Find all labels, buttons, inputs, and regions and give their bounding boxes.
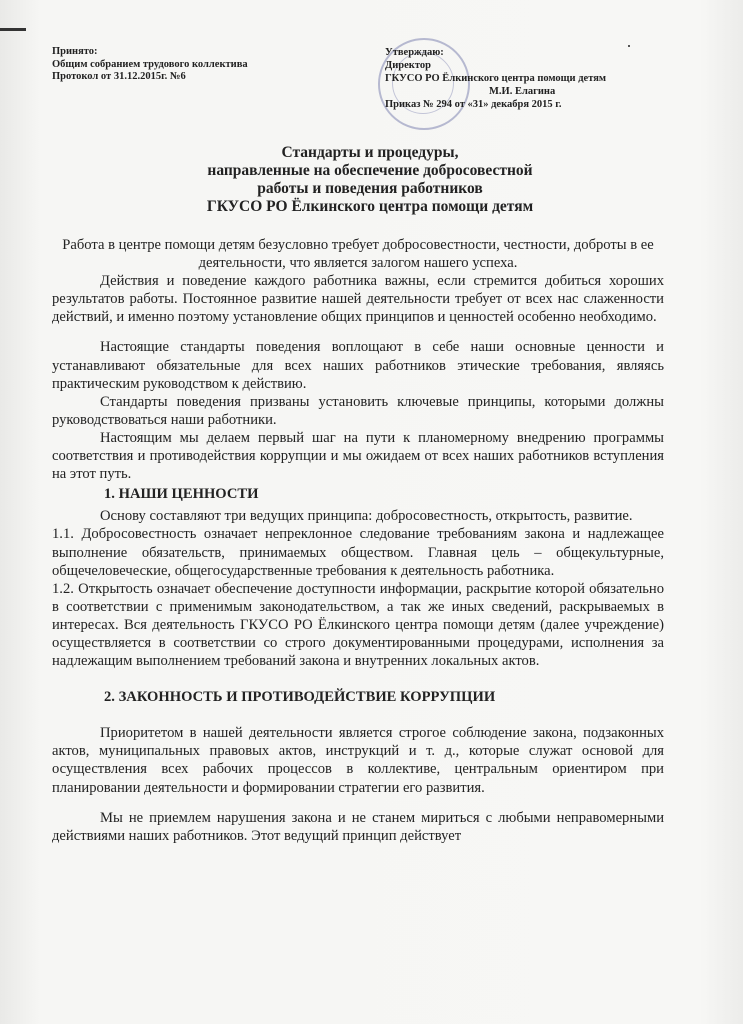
intro-paragraph-2: Действия и поведение каждого работника важны, если стремится добиться хороших результатов работы. Постоянное развитие нашей деятельности требует от всех нас слаженности действий, и именно поэтому установление общих принципов и ценностей особенно необходимо. <box>52 273 664 326</box>
section-1-heading: 1. НАШИ ЦЕННОСТИ <box>104 486 259 503</box>
director-name: М.И. Елагина <box>489 86 556 97</box>
protocol-line: Протокол от 31.12.2015г. №6 <box>52 71 186 82</box>
section-2-heading: 2. ЗАКОННОСТЬ И ПРОТИВОДЕЙСТВИЕ КОРРУПЦИИ <box>104 689 496 706</box>
approval-right-block <box>385 46 705 111</box>
title-line-4: ГКУСО РО Ёлкинского центра помощи детям <box>206 198 534 215</box>
intro-paragraph-4: Стандарты поведения призваны установить ключевые принципы, которыми должны руководствоваться наши работники. <box>52 393 664 428</box>
order-line: Приказ № 294 от «31» декабря 2015 г. <box>385 99 562 110</box>
organization-line: ГКУСО РО Ёлкинского центра помощи детям <box>385 73 607 84</box>
intro-paragraph-1: Работа в центре помощи детям безусловно требует добросовестности, честности, доброты в ее деятельности, что является залогом нашего успеха. <box>62 237 654 272</box>
approve-label: Утверждаю: <box>385 47 444 58</box>
spacer <box>52 326 664 338</box>
general-meeting-line: Общим собранием трудового коллектива <box>52 58 248 70</box>
scan-corner-mark <box>0 28 26 31</box>
section-2-paragraph-1: Приоритетом в нашей деятельности является строгое соблюдение закона, подзаконных актов, муниципальных правовых актов, инструкций и т. д., которые служат основой для осуществления всех рабочих процессов в коллективе, центральным ориентиром при планировании деятельности и формировании стратегии его развития. <box>52 725 664 796</box>
intro-paragraph-3: Настоящие стандарты поведения воплощают в себе наши основные ценности и устанавливают обязательные для всех наших работников этические требования, являясь практическим руководством к действию. <box>52 339 664 392</box>
title-line-1: Стандарты и процедуры, <box>281 144 459 161</box>
title-line-2: направленные на обеспечение добросовестной <box>207 162 533 179</box>
document-body <box>52 236 664 845</box>
section-2-paragraph-2: Мы не приемлем нарушения закона и не станем мириться с любыми неправомерными действиями наших работников. Этот ведущий принцип действует <box>52 809 664 844</box>
section-1-paragraph-3: 1.2. Открытость означает обеспечение доступности информации, раскрытие которой обязательно в соответствии с применимым законодательством, а так же иных сведений, раскрываемых в интересах. Вся деятельность ГКУСО РО Ёлкинского центра помощи детям (далее учреждение) осуществляется в соответствии со строго документированными процедурами, исполнения за надлежащим выполнением требований закона и внутренних локальных актов. <box>52 580 664 670</box>
title-line-3: работы и поведения работников <box>257 180 483 197</box>
document-title <box>150 144 590 216</box>
approval-left-block <box>52 46 312 84</box>
spacer <box>52 797 664 809</box>
section-1-paragraph-1: Основу составляют три ведущих принципа: добросовестность, открытость, развитие. <box>100 508 633 525</box>
intro-paragraph-5: Настоящим мы делаем первый шаг на пути к планомерному внедрению программы соответствия и противодействия коррупции и мы ожидаем от всех наших работников вступления на этот путь. <box>52 429 664 483</box>
section-1-paragraph-2: 1.1. Добросовестность означает непреклонное следование требованиям закона и надлежащее выполнение обязательств, принимаемых обществом. Главная цель – общекультурные, общечеловеческие, общегосударственные требования к деятельность работника. <box>52 526 664 579</box>
accepted-label: Принято: <box>52 46 98 57</box>
director-label: Директор <box>385 60 431 71</box>
